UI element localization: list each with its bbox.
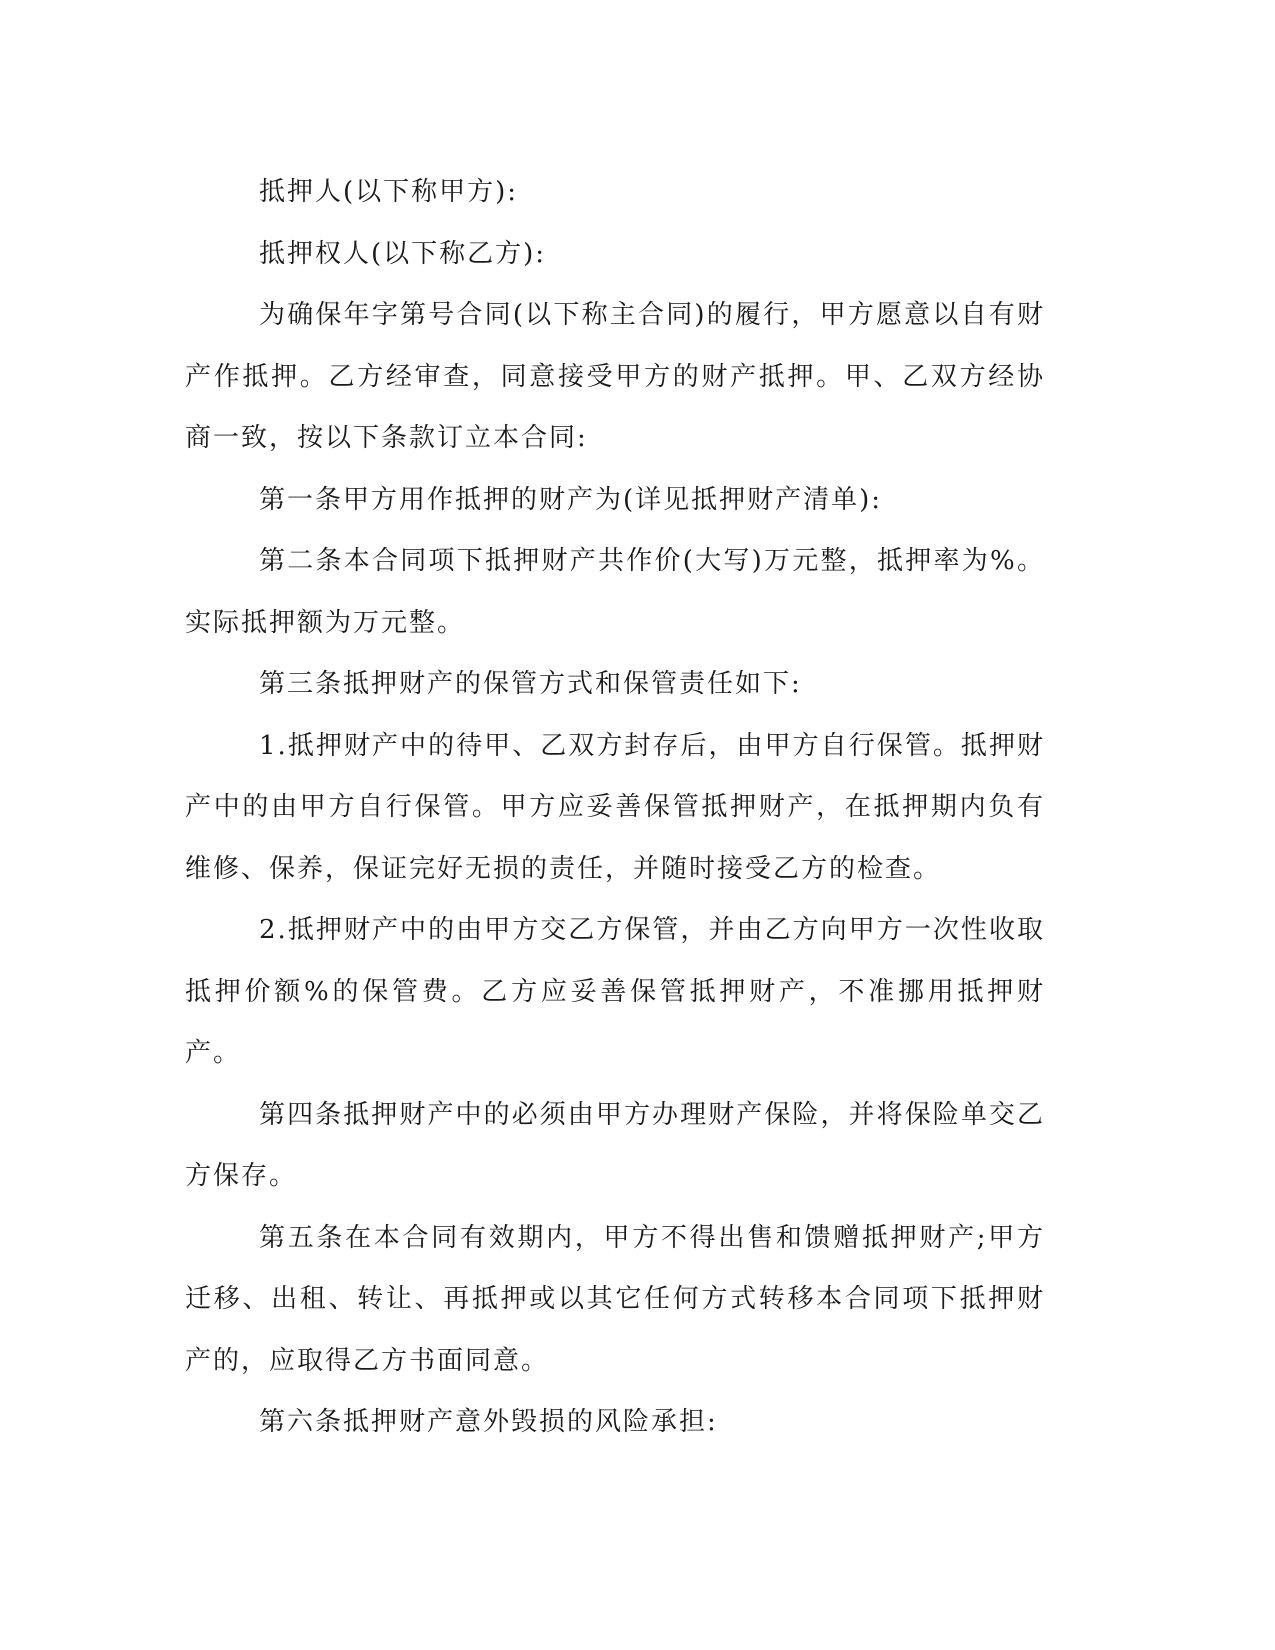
article-3-item-1: 1.抵押财产中的待甲、乙双方封存后，由甲方自行保管。抵押财产中的由甲方自行保管。甲方应妥善保管抵押财产，在抵押期内负有维修、保养，保证完好无损的责任，并随时接受乙方的检查。	[185, 730, 1045, 884]
mortgagee-line: 抵押权人(以下称乙方):	[259, 238, 547, 269]
article-3: 第三条抵押财产的保管方式和保管责任如下:	[259, 669, 802, 699]
article-5: 第五条在本合同有效期内，甲方不得出售和馈赠抵押财产;甲方迁移、出租、转让、再抵押或以其它任何方式转移本合同项下抵押财产的，应取得乙方书面同意。	[185, 1222, 1045, 1376]
article-2: 第二条本合同项下抵押财产共作价(大写)万元整，抵押率为%。实际抵押额为万元整。	[185, 546, 1045, 638]
article-1: 第一条甲方用作抵押的财产为(详见抵押财产清单):	[259, 484, 883, 515]
article-4: 第四条抵押财产中的必须由甲方办理财产保险，并将保险单交乙方保存。	[185, 1099, 1045, 1191]
mortgagor-line: 抵押人(以下称甲方):	[259, 177, 519, 207]
article-3-item-2: 2.抵押财产中的由甲方交乙方保管，并由乙方向甲方一次性收取抵押价额%的保管费。乙方应妥善保管抵押财产，不准挪用抵押财产。	[185, 915, 1045, 1068]
article-6: 第六条抵押财产意外毁损的风险承担:	[259, 1407, 718, 1437]
document-body	[185, 162, 1045, 1454]
preamble-paragraph: 为确保年字第号合同(以下称主合同)的履行，甲方愿意以自有财产作抵押。乙方经审查，同意接受甲方的财产抵押。甲、乙双方经协商一致，按以下条款订立本合同:	[185, 300, 1045, 453]
